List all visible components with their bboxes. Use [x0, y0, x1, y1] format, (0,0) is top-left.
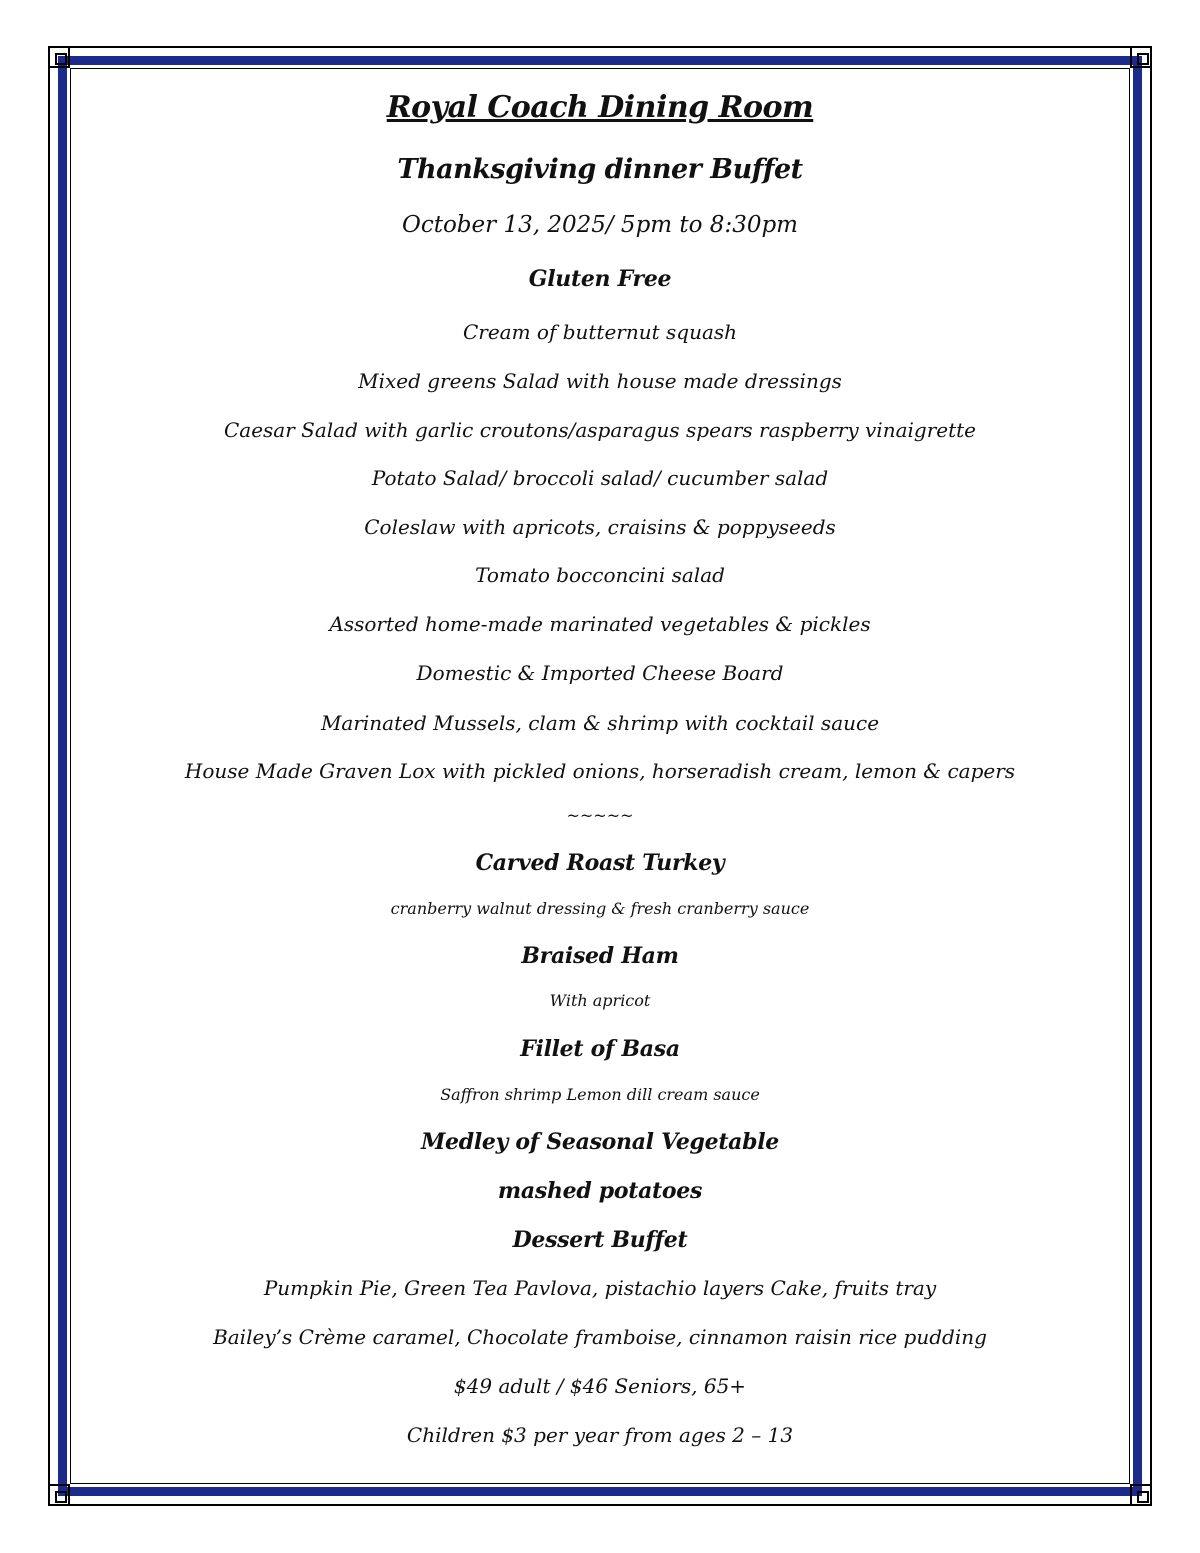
section-separator: ~~~~~ [566, 806, 634, 825]
menu-item: Caesar Salad with garlic croutons/asparagus spears raspberry vinaigrette [223, 418, 977, 442]
price-adult-senior: $49 adult / $46 Seniors, 65+ [453, 1374, 747, 1398]
main-dish-name: Carved Roast Turkey [475, 850, 725, 876]
main-dish-name: Fillet of Basa [520, 1036, 680, 1062]
side-dish: Medley of Seasonal Vegetable [421, 1129, 779, 1155]
menu-item: Tomato bocconcini salad [475, 563, 725, 587]
main-dish-desc: cranberry walnut dressing & fresh cranberry sauce [390, 899, 810, 918]
menu-subtitle: Thanksgiving dinner Buffet [397, 154, 803, 185]
main-dish-name: Braised Ham [521, 943, 679, 969]
corner-ornament [1130, 1484, 1152, 1506]
main-dish-desc: With apricot [549, 991, 651, 1010]
corner-ornament [1130, 46, 1152, 68]
menu-item: Coleslaw with apricots, craisins & poppyseeds [364, 515, 836, 539]
gluten-free-heading: Gluten Free [528, 266, 672, 292]
side-dish: mashed potatoes [497, 1178, 703, 1204]
menu-title: Royal Coach Dining Room [386, 90, 814, 125]
corner-ornament [48, 1484, 70, 1506]
menu-item: Potato Salad/ broccoli salad/ cucumber salad [371, 466, 829, 490]
price-children: Children $3 per year from ages 2 – 13 [406, 1423, 794, 1447]
main-dish-desc: Saffron shrimp Lemon dill cream sauce [440, 1085, 760, 1104]
menu-item: Domestic & Imported Cheese Board [416, 661, 784, 685]
menu-item: House Made Graven Lox with pickled onions, horseradish cream, lemon & capers [184, 759, 1016, 783]
menu-item: Assorted home-made marinated vegetables & pickles [329, 612, 871, 636]
menu-item: Cream of butternut squash [462, 320, 738, 344]
menu-item: Marinated Mussels, clam & shrimp with cocktail sauce [320, 711, 880, 735]
corner-ornament [48, 46, 70, 68]
event-date-time: October 13, 2025/ 5pm to 8:30pm [401, 212, 798, 238]
dessert-item: Pumpkin Pie, Green Tea Pavlova, pistachio layers Cake, fruits tray [263, 1276, 937, 1300]
menu-item: Mixed greens Salad with house made dressings [358, 369, 842, 393]
dessert-heading: Dessert Buffet [512, 1227, 688, 1253]
dessert-item: Bailey’s Crème caramel, Chocolate framboise, cinnamon raisin rice pudding [213, 1325, 987, 1349]
